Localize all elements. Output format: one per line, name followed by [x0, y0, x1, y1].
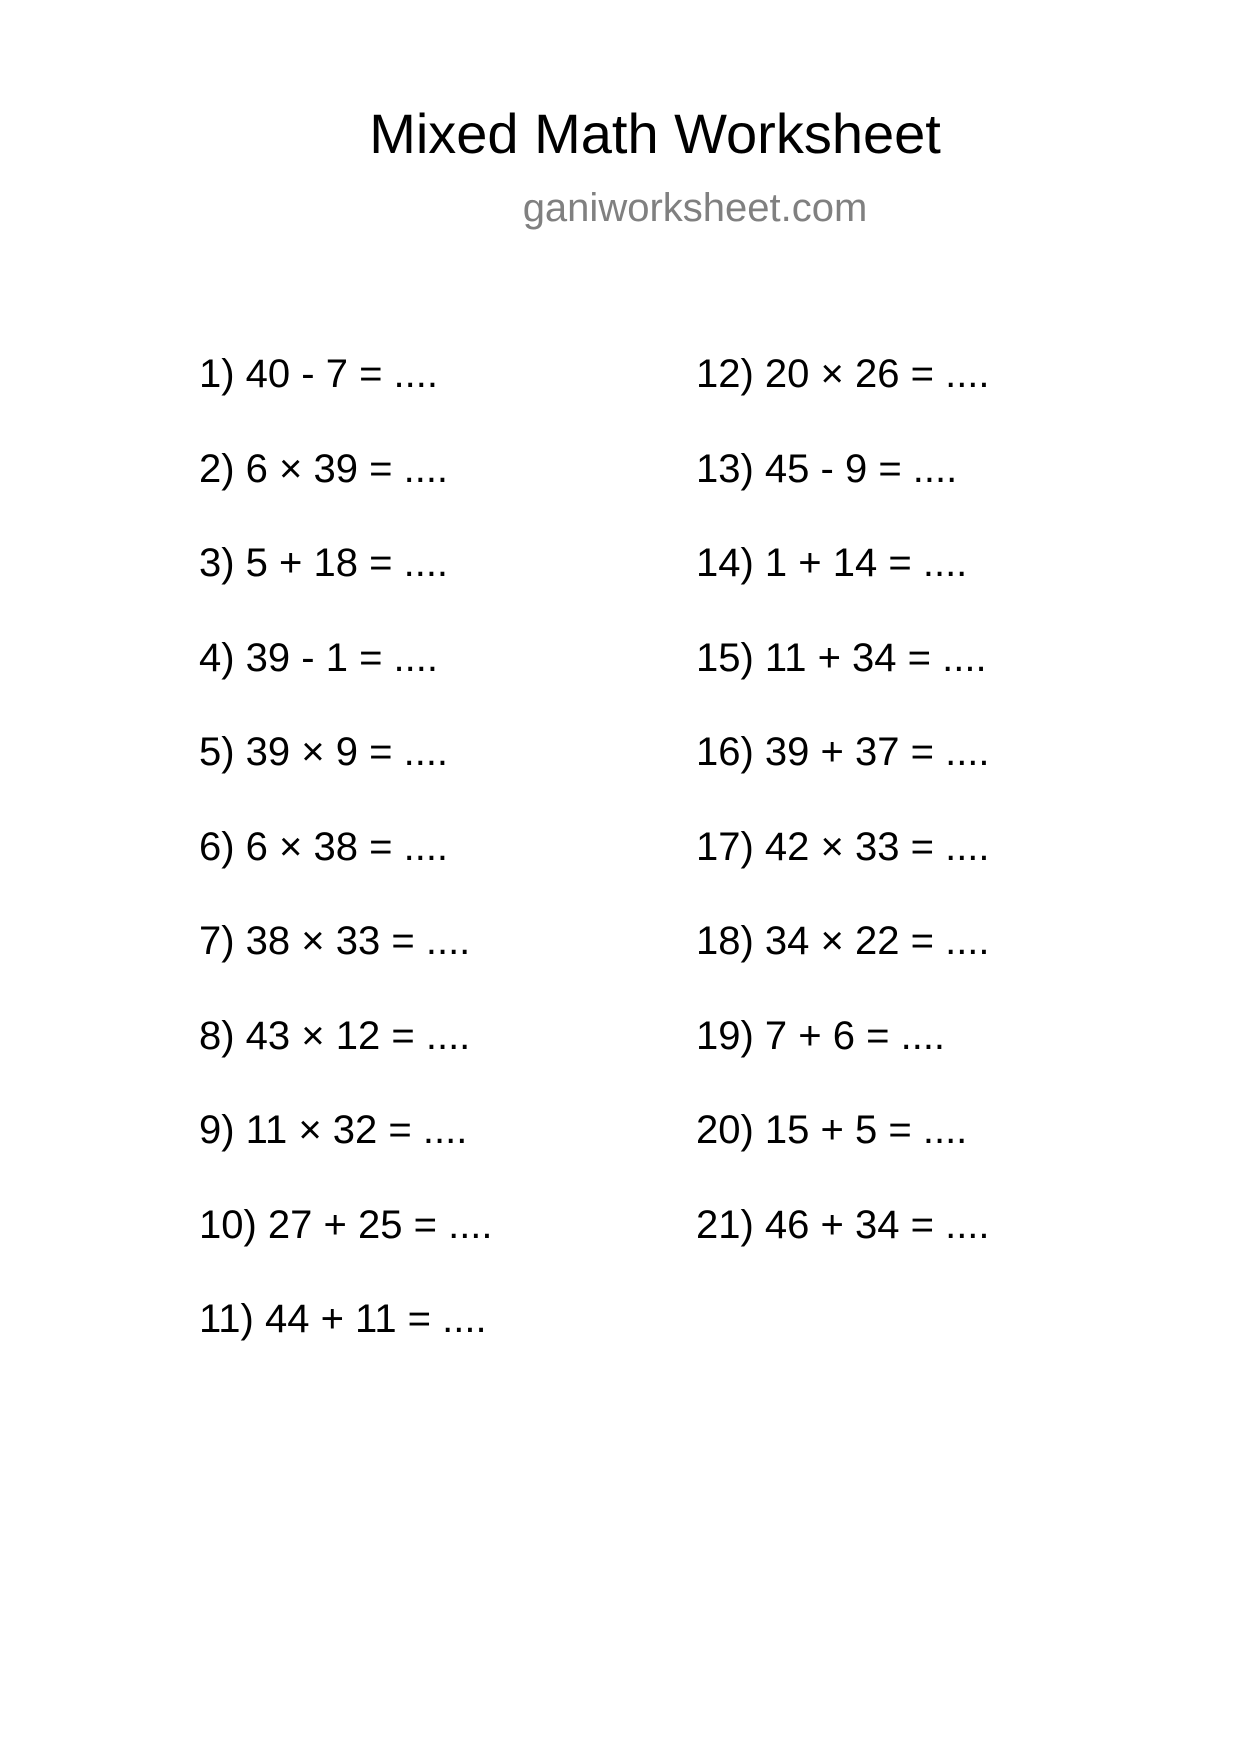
math-problem: 16) 39 + 37 = .... [696, 730, 990, 774]
math-problem: 5) 39 × 9 = .... [199, 730, 449, 774]
math-problem: 12) 20 × 26 = .... [696, 352, 990, 396]
math-problem: 14) 1 + 14 = .... [696, 541, 968, 585]
math-problem: 20) 15 + 5 = .... [696, 1108, 968, 1152]
worksheet-title: Mixed Math Worksheet [369, 102, 941, 165]
math-problem: 19) 7 + 6 = .... [696, 1013, 946, 1058]
math-problem: 8) 43 × 12 = .... [199, 1013, 471, 1058]
math-problem: 21) 46 + 34 = .... [696, 1202, 990, 1247]
math-problem: 7) 38 × 33 = .... [199, 919, 471, 963]
math-problem: 17) 42 × 33 = .... [696, 824, 990, 869]
math-problem: 1) 40 - 7 = .... [199, 352, 439, 396]
math-problem: 6) 6 × 38 = .... [199, 824, 449, 869]
math-problem: 4) 39 - 1 = .... [199, 635, 439, 680]
math-problem: 11) 44 + 11 = .... [199, 1297, 487, 1341]
math-problem: 2) 6 × 39 = .... [199, 446, 449, 491]
problem-list-left [199, 346, 493, 1386]
math-problem: 10) 27 + 25 = .... [199, 1202, 493, 1247]
math-problem: 18) 34 × 22 = .... [696, 919, 990, 963]
math-problem: 15) 11 + 34 = .... [696, 635, 987, 680]
math-problem: 13) 45 - 9 = .... [696, 446, 958, 491]
problem-list-right [696, 346, 990, 1291]
math-problem: 9) 11 × 32 = .... [199, 1108, 468, 1152]
math-problem: 3) 5 + 18 = .... [199, 541, 449, 585]
website-label: ganiworksheet.com [522, 186, 868, 230]
